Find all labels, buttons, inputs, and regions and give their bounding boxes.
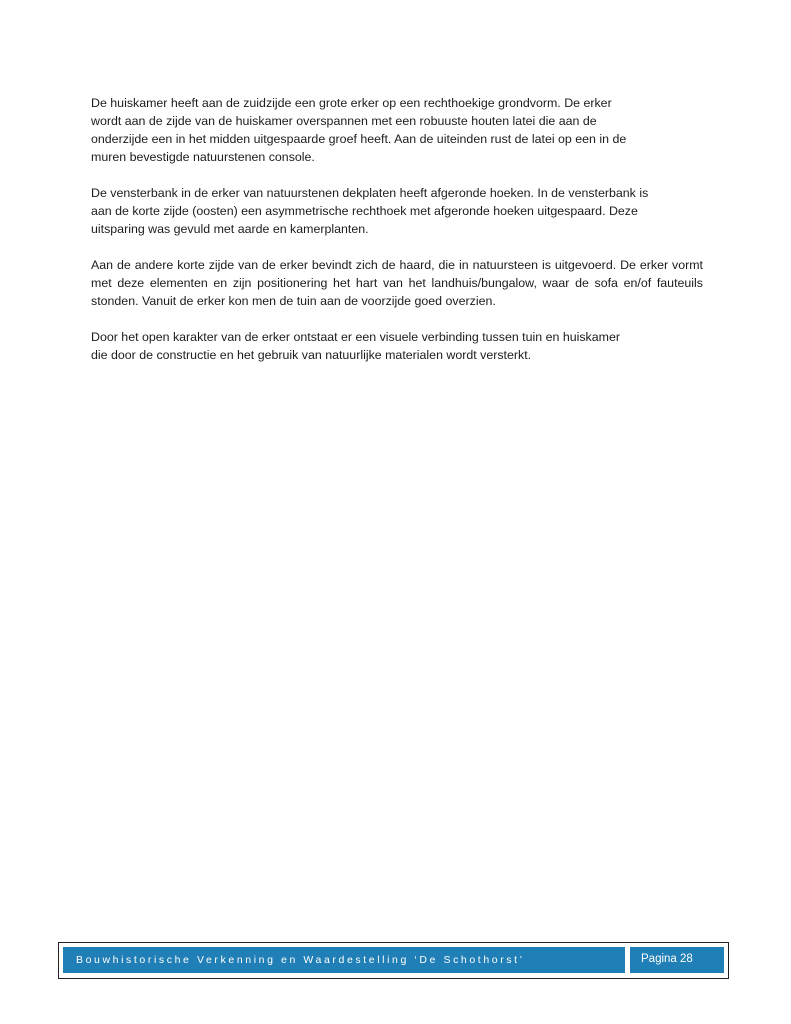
paragraph-vensterbank [91,184,703,238]
body-text [91,94,703,382]
paragraph-line: onderzijde een in het midden uitgespaarde groef heeft. Aan de uiteinden rust de latei op een in de [91,132,627,146]
footer-document-title: Bouwhistorische Verkenning en Waardestelling ‘De Schothorst’ [63,947,625,973]
paragraph-haard: Aan de andere korte zijde van de erker bevindt zich de haard, die in natuursteen is uitgevoerd. De erker vormt met deze elementen en zijn positionering het hart van het landhuis/bungalow, waar de sofa en/of fauteuils stonden. Vanuit de erker kon men de tuin aan de voorzijde goed overzien. [91,258,703,308]
paragraph-line: uitsparing was gevuld met aarde en kamerplanten. [91,222,369,236]
paragraph-line: De vensterbank in de erker van natuurstenen dekplaten heeft afgeronde hoeken. In de vensterbank is [91,186,649,200]
paragraph-line: De huiskamer heeft aan de zuidzijde een grote erker op een rechthoekige grondvorm. De erker [91,96,612,110]
paragraph-erker-latei [91,94,703,166]
paragraph-line: Door het open karakter van de erker ontstaat er een visuele verbinding tussen tuin en huiskamer [91,330,620,344]
paragraph-line: wordt aan de zijde van de huiskamer overspannen met een robuuste houten latei die aan de [91,114,597,128]
paragraph-line: die door de constructie en het gebruik van natuurlijke materialen wordt versterkt. [91,348,532,362]
footer-page-number: Pagina 28 [630,947,724,973]
paragraph-verbinding [91,328,703,364]
paragraph-line: aan de korte zijde (oosten) een asymmetrische rechthoek met afgeronde hoeken uitgespaard. Deze [91,204,638,218]
paragraph-line: muren bevestigde natuurstenen console. [91,150,315,164]
